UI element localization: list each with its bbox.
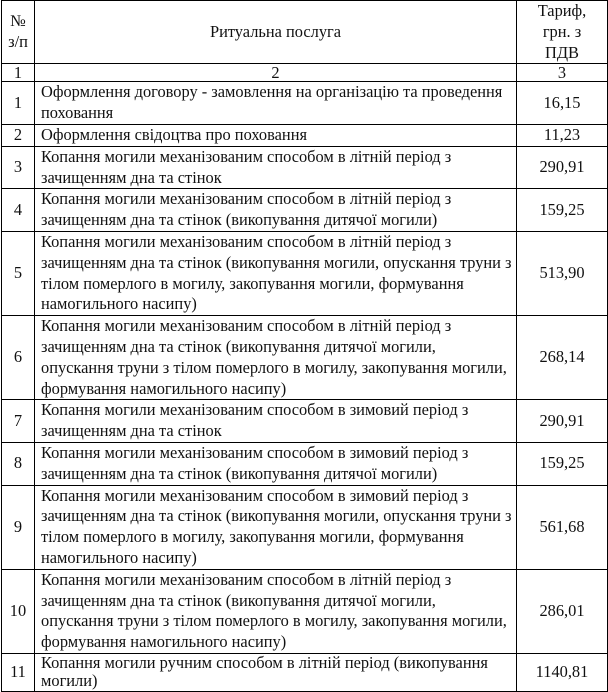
row-number: 1 [2, 82, 35, 125]
table-row [2, 316, 608, 400]
header-row [2, 1, 608, 64]
tariff-table [1, 0, 608, 692]
row-number: 7 [2, 400, 35, 443]
column-index-1: 1 [2, 64, 35, 82]
row-number: 8 [2, 442, 35, 485]
table-row [2, 485, 608, 569]
row-service: Копання могили механізованим способом в зимовий період з зачищенням дна та стінок (викопування дитячої могили) [35, 442, 517, 485]
row-service: Копання могили ручним способом в літній період (викопування могили) [35, 653, 517, 691]
column-index-3: 3 [517, 64, 608, 82]
row-service: Оформлення договору - замовлення на організацію та проведення поховання [35, 82, 517, 125]
row-number: 2 [2, 124, 35, 146]
row-tariff: 159,25 [517, 189, 608, 232]
row-service: Оформлення свідоцтва про поховання [35, 124, 517, 146]
row-service: Копання могили механізованим способом в літній період з зачищенням дна та стінок (викопування дитячої могили) [35, 189, 517, 232]
row-number: 9 [2, 485, 35, 569]
row-service: Копання могили механізованим способом в зимовий період з зачищенням дна та стінок [35, 400, 517, 443]
row-number: 6 [2, 316, 35, 400]
row-number: 3 [2, 146, 35, 189]
row-service: Копання могили механізованим способом в літній період з зачищенням дна та стінок (викопування могили, опускання труни з тілом померлого в могилу, закопування могили, формування намогильного насипу) [35, 231, 517, 315]
table-row [2, 124, 608, 146]
table-row [2, 400, 608, 443]
table-row [2, 82, 608, 125]
row-service: Копання могили механізованим способом в літній період з зачищенням дна та стінок (викопування дитячої могили, опускання труни з тілом померлого в могилу, закопування могили, формування намогильного насипу) [35, 316, 517, 400]
column-index-2: 2 [35, 64, 517, 82]
row-tariff: 268,14 [517, 316, 608, 400]
row-tariff: 513,90 [517, 231, 608, 315]
table-row [2, 653, 608, 691]
header-tariff-line1: Тариф, [537, 1, 587, 20]
table-row [2, 146, 608, 189]
table-row [2, 442, 608, 485]
row-number: 4 [2, 189, 35, 232]
row-service: Копання могили механізованим способом в зимовий період з зачищенням дна та стінок (викопування могили, опускання труни з тілом померлого в могилу, закопування могили, формування намогильного насипу) [35, 485, 517, 569]
row-tariff: 16,15 [517, 82, 608, 125]
header-tariff [517, 1, 608, 64]
row-tariff: 1140,81 [517, 653, 608, 691]
row-tariff: 290,91 [517, 400, 608, 443]
header-service: Ритуальна послуга [35, 1, 517, 64]
row-number: 5 [2, 231, 35, 315]
row-tariff: 159,25 [517, 442, 608, 485]
row-tariff: 561,68 [517, 485, 608, 569]
table-row [2, 569, 608, 653]
table-row [2, 189, 608, 232]
header-number-abbr: з/п [8, 32, 28, 52]
header-number [2, 1, 35, 64]
row-tariff: 11,23 [517, 124, 608, 146]
row-service: Копання могили механізованим способом в літній період з зачищенням дна та стінок [35, 146, 517, 189]
row-number: 10 [2, 569, 35, 653]
row-tariff: 286,01 [517, 569, 608, 653]
row-tariff: 290,91 [517, 146, 608, 189]
row-service: Копання могили механізованим способом в літній період з зачищенням дна та стінок (викопування дитячої могили, опускання труни з тілом померлого в могилу, закопування могили, формування намогильного насипу) [35, 569, 517, 653]
row-number: 11 [2, 653, 35, 691]
column-index-row [2, 64, 608, 82]
header-number-symbol: № [10, 11, 26, 31]
header-tariff-line2: грн. з [542, 21, 582, 41]
table-row [2, 231, 608, 315]
header-tariff-line3: ПДВ [545, 42, 579, 62]
